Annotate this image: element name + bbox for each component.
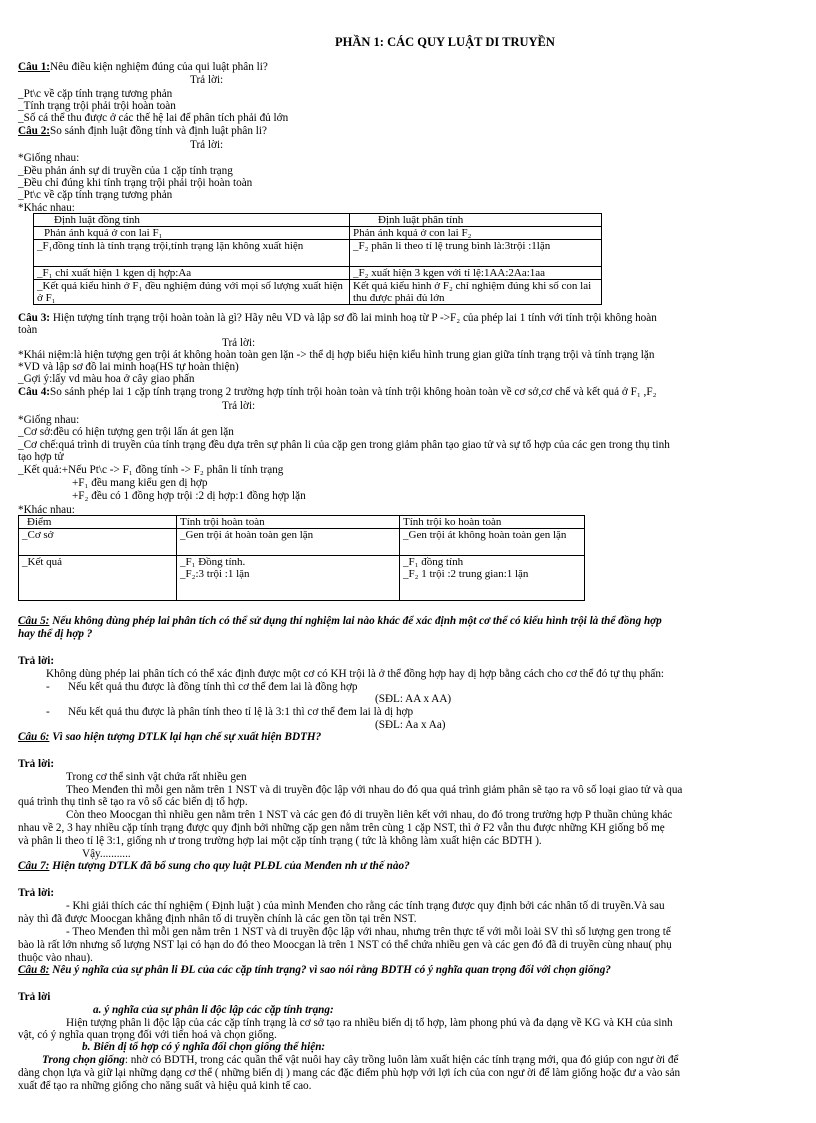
text-line: _Cơ sở:đều có hiện tượng gen trội lấn át gen lặn: [18, 426, 234, 438]
table-cell: _F₂ phân li theo tỉ lệ trung bình là:3trội :1lặn: [350, 240, 602, 267]
bullet-text: Nếu kết quả thu được là phân tính theo tỉ lệ là 3:1 thì cơ thể đem lai là dị hợp: [68, 706, 414, 718]
bullet-item: - Nếu kết quả thu được là phân tính theo tỉ lệ là 3:1 thì cơ thể đem lai là dị hợp: [46, 706, 414, 718]
table-cell: _F₁ chỉ xuất hiện 1 kgen dị hợp:Aa: [34, 267, 350, 280]
question-3: [18, 312, 657, 324]
subheading-b: b. Biến dị tổ hợp có ý nghĩa đối chọn giống thể hiện:: [82, 1041, 326, 1053]
question-2-text: So sánh định luật đồng tính và định luật phân li?: [50, 125, 267, 137]
table-cell: _Gen trội át không hoàn toàn gen lặn: [400, 529, 585, 556]
text-line: Trong cơ thể sinh vật chứa rất nhiều gen: [66, 771, 247, 783]
question-3-text: Hiện tượng tính trạng trội hoàn toàn là gì? Hãy nêu VD và lập sơ đồ lai minh hoạ từ P ->F₂ của phép lai 1 tính với tính trội không hoàn: [52, 312, 657, 324]
text-line: Vậy...........: [82, 848, 131, 860]
text-line: _Đều chỉ đúng khi tính trạng trội phải trội hoàn toàn: [18, 177, 253, 189]
question-3-text: toàn: [18, 324, 38, 336]
body-text: : nhờ có BDTH, trong các quần thể vật nuôi hay cây trồng luôn làm xuất hiện các tính trạng mới, qua đó giúp con ngư ời để: [124, 1054, 679, 1066]
text-line: +F₁ đều mang kiểu gen dị hợp: [72, 477, 208, 489]
table-cell: _F₁đồng tính là tính trạng trội,tính trạng lặn không xuất hiện: [34, 240, 350, 267]
table-cell: Kết quả kiểu hình ở F₂ chỉ nghiệm đúng khi số con lai thu được phải đủ lớn: [350, 280, 602, 305]
answer-label-4: Trả lời:: [222, 400, 256, 412]
text-line: quá trình thụ tinh sẽ tạo ra vô số các biến dị tổ hợp.: [18, 796, 248, 808]
question-5: [18, 615, 662, 627]
text-line: - Theo Menđen thì mỗi gen nằm trên 1 NST và di truyền độc lập với nhau, nhưng trên thực tế với mỗi loài SV thì số lượng gen trong tế: [66, 926, 671, 938]
table-row: [19, 556, 585, 601]
question-1: [18, 61, 268, 73]
table-cell: _F₁ đồng tính _F₂ 1 trội :2 trung gian:1 lặn: [400, 556, 585, 601]
table-cell: Định luật đồng tính: [34, 214, 350, 227]
table-row: [34, 267, 602, 280]
text-line: thuộc vào nhau).: [18, 952, 93, 964]
text-line: _Gợi ý:lấy vd màu hoa ở cây giao phấn: [18, 373, 195, 385]
answer-label-1: Trả lời:: [190, 74, 224, 86]
emphasis-text: Trong chọn giống: [42, 1054, 125, 1066]
table-row: [34, 280, 602, 305]
question-2-label: Câu 2:: [18, 125, 51, 137]
sdl-note: (SĐL: AA x AA): [375, 693, 452, 705]
text-line: nhau về 2, 3 hay nhiều cặp tính trạng được quy định bởi những cặp gen nằm trên cùng 1 cặp NST, thì ở F2 vẫn thu được những KH giống bố mẹ: [18, 822, 665, 834]
table-cell: Định luật phân tính: [350, 214, 602, 227]
answer-label-5: Trả lời:: [18, 655, 55, 667]
table-cell: Điểm: [19, 516, 177, 529]
text-line: _Pt\c về cặp tính trạng tương phản: [18, 189, 173, 201]
table-row: [34, 214, 602, 227]
text-line: *Khái niệm:là hiện tượng gen trội át không hoàn toàn gen lặn -> thể dị hợp biểu hiện kiểu hình trung gian giữa tính trạng trội và tính trạng lặn: [18, 349, 655, 361]
table-cell: _Kết quả: [19, 556, 177, 601]
text-line: Còn theo Moocgan thì nhiều gen nằm trên 1 NST và các gen đó di truyền liên kết với nhau, do đó trong trường hợp P thuần chủng khác: [66, 809, 673, 821]
table-cell: Tính trội hoàn toàn: [177, 516, 400, 529]
question-4: [18, 386, 656, 398]
answer-1-line: _Pt\c về cặp tính trạng tương phản: [18, 88, 173, 100]
question-4-text: So sánh phép lai 1 cặp tính trạng trong 2 trường hợp tính trội hoàn toàn và tính trội không hoàn toàn về cơ sở,cơ chế và kết quả ở F₁ ,F₂: [50, 386, 657, 398]
text-line: _Cơ chế:quá trình di truyền của tính trạng đều dựa trên sự phân li của cặp gen trong giảm phân tạo giao tử và sự tổ hợp của các gen trong thụ tinh: [18, 439, 670, 451]
answer-1-line: _Tính trạng trội phải trội hoàn toàn: [18, 100, 176, 112]
answer-label-2: Trả lời:: [190, 139, 224, 151]
question-6: [18, 731, 321, 743]
text-line: *Khác nhau:: [18, 202, 75, 214]
question-3-label: Câu 3:: [18, 312, 51, 324]
question-5-text: hay thể dị hợp ?: [18, 628, 93, 640]
question-6-label: Câu 6:: [18, 731, 50, 743]
bullet-text: Nếu kết quả thu được là đồng tính thì cơ thể đem lai là đồng hợp: [68, 681, 358, 693]
question-4-label: Câu 4:: [18, 386, 51, 398]
subheading-a: a. ý nghĩa của sự phân li độc lập các cặp tính trạng:: [93, 1004, 334, 1016]
question-5-label: Câu 5:: [18, 615, 50, 627]
text-line: *Giống nhau:: [18, 414, 80, 426]
table-cell: Phản ánh kquả ở con lai F₁: [34, 227, 350, 240]
text-line: *VD và lập sơ đồ lai minh hoạ(HS tự hoàn thiện): [18, 361, 239, 373]
table-cell: _F₂ xuất hiện 3 kgen với tỉ lệ:1AA:2Aa:1aa: [350, 267, 602, 280]
question-7-text: Hiện tượng DTLK đã bổ sung cho quy luật PLĐL của Menđen nh ư thế nào?: [49, 860, 410, 872]
question-2: [18, 125, 267, 137]
text-line: - Khi giải thích các thí nghiệm ( Định luật ) của mình Menđen cho rằng các tính trạng được quy định bởi các nhân tố di truyền.Và sau: [66, 900, 665, 912]
comparison-table-1: [33, 213, 602, 305]
table-cell: _Cơ sở: [19, 529, 177, 556]
text-line: [42, 1054, 678, 1066]
text-line: _Kết quả:+Nếu Pt\c -> F₁ đồng tính -> F₂ phân li tính trạng: [18, 464, 284, 476]
table-row: [19, 529, 585, 556]
text-line: dàng chọn lựa và giữ lại những dạng cơ thể ( những biến dị ) mang các đặc điểm phù hợp với lợi ích của con ngư ời để làm giống hoặc đư a vào sản: [18, 1067, 681, 1079]
text-line: Hiện tượng phân li độc lập của các cặp tính trạng là cơ sở tạo ra nhiều biến dị tổ hợp, làm phong phú và đa dạng về KG và KH của sinh: [66, 1017, 673, 1029]
question-8-label: Câu 8:: [18, 964, 50, 976]
sdl-note: (SĐL: Aa x Aa): [375, 719, 446, 731]
text-line: và phân li theo tỉ lệ 3:1, giống nh ư trong trường hợp lai một cặp tính trạng ( tức là không làm xuất hiện các BDTH ).: [18, 835, 542, 847]
answer-label-3: Trả lời:: [222, 337, 256, 349]
table-cell: _Kết quả kiểu hình ở F₁ đều nghiệm đúng với mọi số lượng xuất hiện ở F₁: [34, 280, 350, 305]
text-line: xuất để tạo ra những giống cho năng suất và hiệu quả kinh tế cao.: [18, 1080, 312, 1092]
answer-1-line: _Số cá thể thu được ở các thế hệ lai để phân tích phải đủ lớn: [18, 112, 289, 124]
text-line: *Giống nhau:: [18, 152, 80, 164]
answer-label-8: Trả lời: [18, 991, 51, 1003]
comparison-table-2: [18, 515, 585, 601]
question-1-label: Câu 1:: [18, 61, 51, 73]
text-line: _Đều phản ánh sự di truyền của 1 cặp tính trạng: [18, 165, 233, 177]
answer-label-7: Trả lời:: [18, 887, 55, 899]
table-cell: _F₁ Đồng tính. _F₂:3 trội :1 lặn: [177, 556, 400, 601]
question-7: [18, 860, 410, 872]
text-line: Không dùng phép lai phân tích có thể xác định được một cơ có KH trội là ở thể đồng hợp hay dị hợp bằng cách cho cơ thể đó tự thụ phấn:: [46, 668, 665, 680]
answer-label-6: Trả lời:: [18, 758, 55, 770]
text-line: *Khác nhau:: [18, 504, 75, 516]
text-line: +F₂ đều có 1 đồng hợp trội :2 dị hợp:1 đồng hợp lặn: [72, 490, 306, 502]
bullet-item: - Nếu kết quả thu được là đồng tính thì cơ thể đem lai là đồng hợp: [46, 681, 358, 693]
page-title: PHẦN 1: CÁC QUY LUẬT DI TRUYỀN: [335, 35, 555, 49]
question-7-label: Câu 7:: [18, 860, 50, 872]
text-line: này thì đã được Moocgan khẳng định nhân tố di truyền chính là các gen tồn tại trên NST.: [18, 913, 417, 925]
text-line: tạo hợp tử: [18, 451, 64, 463]
table-row: [34, 227, 602, 240]
question-8: [18, 964, 611, 976]
table-cell: _Gen trội át hoàn toàn gen lặn: [177, 529, 400, 556]
question-6-text: Vì sao hiện tượng DTLK lại hạn chế sự xuất hiện BDTH?: [49, 731, 322, 743]
table-row: [34, 240, 602, 267]
question-1-text: Nêu điều kiện nghiệm đúng của qui luật phân li?: [50, 61, 268, 73]
table-row: [19, 516, 585, 529]
text-line: vật, có ý nghĩa quan trọng đối với tiến hoá và chọn giống.: [18, 1029, 277, 1041]
text-line: bào là rất lớn nhưng số lượng NST lại có hạn do đó theo Moocgan là trên 1 NST có thể chứa nhiều gen và các gen đó đã di truyền cùng nhau( phụ: [18, 939, 672, 951]
table-cell: Phản ánh kquả ở con lai F₂: [350, 227, 602, 240]
table-cell: Tính trội ko hoàn toàn: [400, 516, 585, 529]
question-5-text: Nếu không dùng phép lai phân tích có thể sử dụng thí nghiệm lai nào khác để xác định một cơ thể có kiểu hình trội là thể đồng hợp: [49, 615, 662, 627]
question-8-text: Nêu ý nghĩa của sự phân li ĐL của các cặp tính trạng? vì sao nói rằng BDTH có ý nghĩa quan trọng đối với chọn giống?: [49, 964, 611, 976]
text-line: Theo Menđen thì mỗi gen nằm trên 1 NST và di truyền độc lập với nhau do đó qua quá trình giảm phân sẽ tạo ra vô số loại giao tử và qua: [66, 784, 683, 796]
